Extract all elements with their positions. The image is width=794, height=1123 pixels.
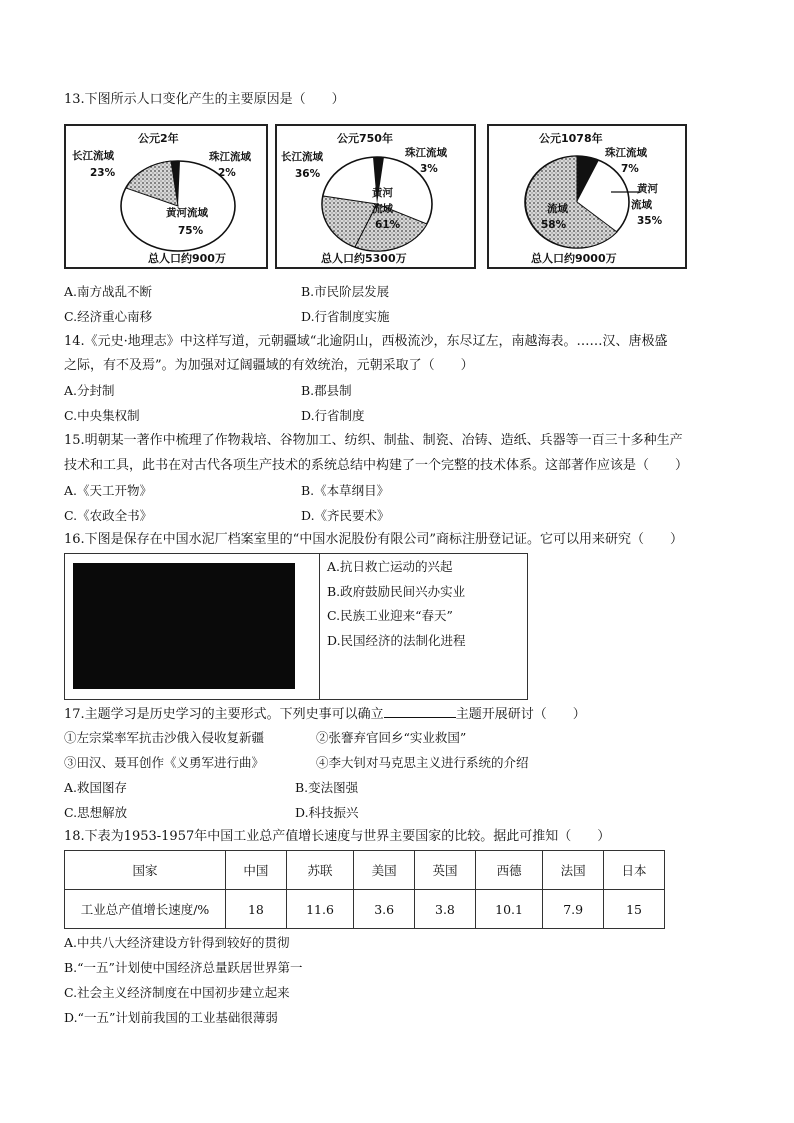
q13-option-b[interactable]: B.市民阶层发展 <box>301 284 390 299</box>
q18-option-d[interactable]: D.“一五”计划前我国的工业基础很薄弱 <box>64 1010 278 1025</box>
q17-option-c[interactable]: C.思想解放 <box>64 805 128 820</box>
q17-item-1: ①左宗棠率军抗击沙俄入侵收复新疆 <box>64 730 265 745</box>
divider <box>319 554 320 699</box>
header-cell: 西德 <box>475 851 542 890</box>
header-cell: 苏联 <box>286 851 353 890</box>
row-label: 工业总产值增长速度/% <box>65 890 226 929</box>
header-cell: 美国 <box>354 851 415 890</box>
q16-option-b[interactable]: B.政府鼓励民间兴办实业 <box>327 584 466 599</box>
label-changjiang: 长江流域 <box>281 151 323 163</box>
chart-year: 公元750年 <box>337 132 393 145</box>
table-row <box>65 890 665 929</box>
chart-total: 总人口约9000万 <box>531 252 617 265</box>
label-changjiang: 流域 <box>547 203 568 215</box>
label-huanghe-2: 流域 <box>631 199 652 211</box>
cell-value: 11.6 <box>286 890 353 929</box>
cell-value: 3.8 <box>415 890 476 929</box>
q13-stem: 13.下图所示人口变化产生的主要原因是（ ） <box>64 92 345 107</box>
pct-huanghe: 75% <box>178 225 204 237</box>
q14-option-d[interactable]: D.行省制度 <box>301 408 365 423</box>
q17-stem-part1: 17.主题学习是历史学习的主要形式。下列史事可以确立 <box>64 707 384 722</box>
header-cell: 日本 <box>604 851 665 890</box>
label-huanghe: 黄河流域 <box>166 207 208 219</box>
label-huanghe-1: 黄河 <box>372 187 393 199</box>
q16-option-c[interactable]: C.民族工业迎来“春天” <box>327 608 453 623</box>
q15-option-a[interactable]: A.《天工开物》 <box>64 483 153 498</box>
q13-option-d[interactable]: D.行省制度实施 <box>301 309 390 324</box>
q13-option-c[interactable]: C.经济重心南移 <box>64 309 153 324</box>
chart-total: 总人口约900万 <box>148 252 226 265</box>
q17-item-3: ③田汉、聂耳创作《义勇军进行曲》 <box>64 755 265 770</box>
pct-zhujiang: 7% <box>621 163 639 175</box>
header-cell: 中国 <box>226 851 287 890</box>
q17-stem <box>64 704 586 724</box>
q14-option-a[interactable]: A.分封制 <box>64 383 115 398</box>
pct-zhujiang: 2% <box>218 167 236 179</box>
q17-option-a[interactable]: A.救国图存 <box>64 780 128 795</box>
q13-chart-year-2 <box>64 124 268 269</box>
q13-option-a[interactable]: A.南方战乱不断 <box>64 284 153 299</box>
chart-year: 公元1078年 <box>539 132 603 145</box>
q14-stem-line1: 14.《元史·地理志》中这样写道，元朝疆域“北逾阴山，西极流沙，东尽辽左，南越海表。……汉、唐极盛 <box>64 334 668 349</box>
header-cell: 法国 <box>543 851 604 890</box>
q13-chart-year-1078 <box>487 124 687 269</box>
q15-option-c[interactable]: C.《农政全书》 <box>64 508 153 523</box>
q17-option-b[interactable]: B.变法图强 <box>295 780 359 795</box>
cell-value: 18 <box>226 890 287 929</box>
pct-huanghe: 61% <box>375 219 401 231</box>
label-huanghe-2: 流域 <box>372 203 393 215</box>
q14-option-b[interactable]: B.郡县制 <box>301 383 352 398</box>
q18-table <box>64 850 665 929</box>
trademark-certificate-image <box>73 563 295 689</box>
cell-value: 15 <box>604 890 665 929</box>
q17-stem-part2: 主题开展研讨（ ） <box>455 707 586 722</box>
q16-figure-table <box>64 553 528 700</box>
table-header-row <box>65 851 665 890</box>
cell-value: 10.1 <box>475 890 542 929</box>
pct-changjiang: 23% <box>90 167 116 179</box>
q18-stem: 18.下表为1953-1957年中国工业总产值增长速度与世界主要国家的比较。据此可推知（ ） <box>64 829 611 844</box>
answer-blank[interactable] <box>384 704 456 718</box>
pie-chart-1078 <box>489 126 685 267</box>
q16-option-d[interactable]: D.民国经济的法制化进程 <box>327 633 466 648</box>
chart-year: 公元2年 <box>138 132 179 145</box>
pct-changjiang: 36% <box>295 168 321 180</box>
q18-option-b[interactable]: B.“一五”计划使中国经济总量跃居世界第一 <box>64 960 303 975</box>
label-zhujiang: 珠江流域 <box>209 151 251 163</box>
pct-zhujiang: 3% <box>420 163 438 175</box>
q15-option-d[interactable]: D.《齐民要术》 <box>301 508 390 523</box>
label-zhujiang: 珠江流域 <box>605 147 647 159</box>
q14-option-c[interactable]: C.中央集权制 <box>64 408 140 423</box>
q17-item-2: ②张謇弃官回乡“实业救国” <box>316 730 467 745</box>
q16-stem: 16.下图是保存在中国水泥厂档案室里的“中国水泥股份有限公司”商标注册登记证。它可以用来研究（ ） <box>64 532 683 547</box>
q14-stem-line2: 之际，有不及焉”。为加强对辽阔疆域的有效统治，元朝采取了（ ） <box>64 358 474 373</box>
q16-option-a[interactable]: A.抗日救亡运动的兴起 <box>327 559 453 574</box>
header-cell: 国家 <box>65 851 226 890</box>
q18-option-a[interactable]: A.中共八大经济建设方针得到较好的贯彻 <box>64 935 290 950</box>
pie-chart-2 <box>66 126 266 267</box>
q15-stem-line1: 15.明朝某一著作中梳理了作物栽培、谷物加工、纺织、制盐、制瓷、冶铸、造纸、兵器等一百三十多种生产 <box>64 433 683 448</box>
header-cell: 英国 <box>415 851 476 890</box>
q17-item-4: ④李大钊对马克思主义进行系统的介绍 <box>316 755 529 770</box>
cell-value: 7.9 <box>543 890 604 929</box>
q13-chart-year-750 <box>275 124 476 269</box>
q18-option-c[interactable]: C.社会主义经济制度在中国初步建立起来 <box>64 985 290 1000</box>
label-zhujiang: 珠江流域 <box>405 147 447 159</box>
label-huanghe-1: 黄河 <box>637 183 658 195</box>
cell-value: 3.6 <box>354 890 415 929</box>
label-changjiang: 长江流域 <box>72 150 114 162</box>
pct-changjiang: 58% <box>541 219 567 231</box>
q15-stem-line2: 技术和工具，此书在对古代各项生产技术的系统总结中构建了一个完整的技术体系。这部著作应该是（ ） <box>64 458 689 473</box>
q17-option-d[interactable]: D.科技振兴 <box>295 805 359 820</box>
chart-total: 总人口约5300万 <box>321 252 407 265</box>
pie-chart-750 <box>277 126 474 267</box>
pct-huanghe: 35% <box>637 215 663 227</box>
q15-option-b[interactable]: B.《本草纲目》 <box>301 483 390 498</box>
